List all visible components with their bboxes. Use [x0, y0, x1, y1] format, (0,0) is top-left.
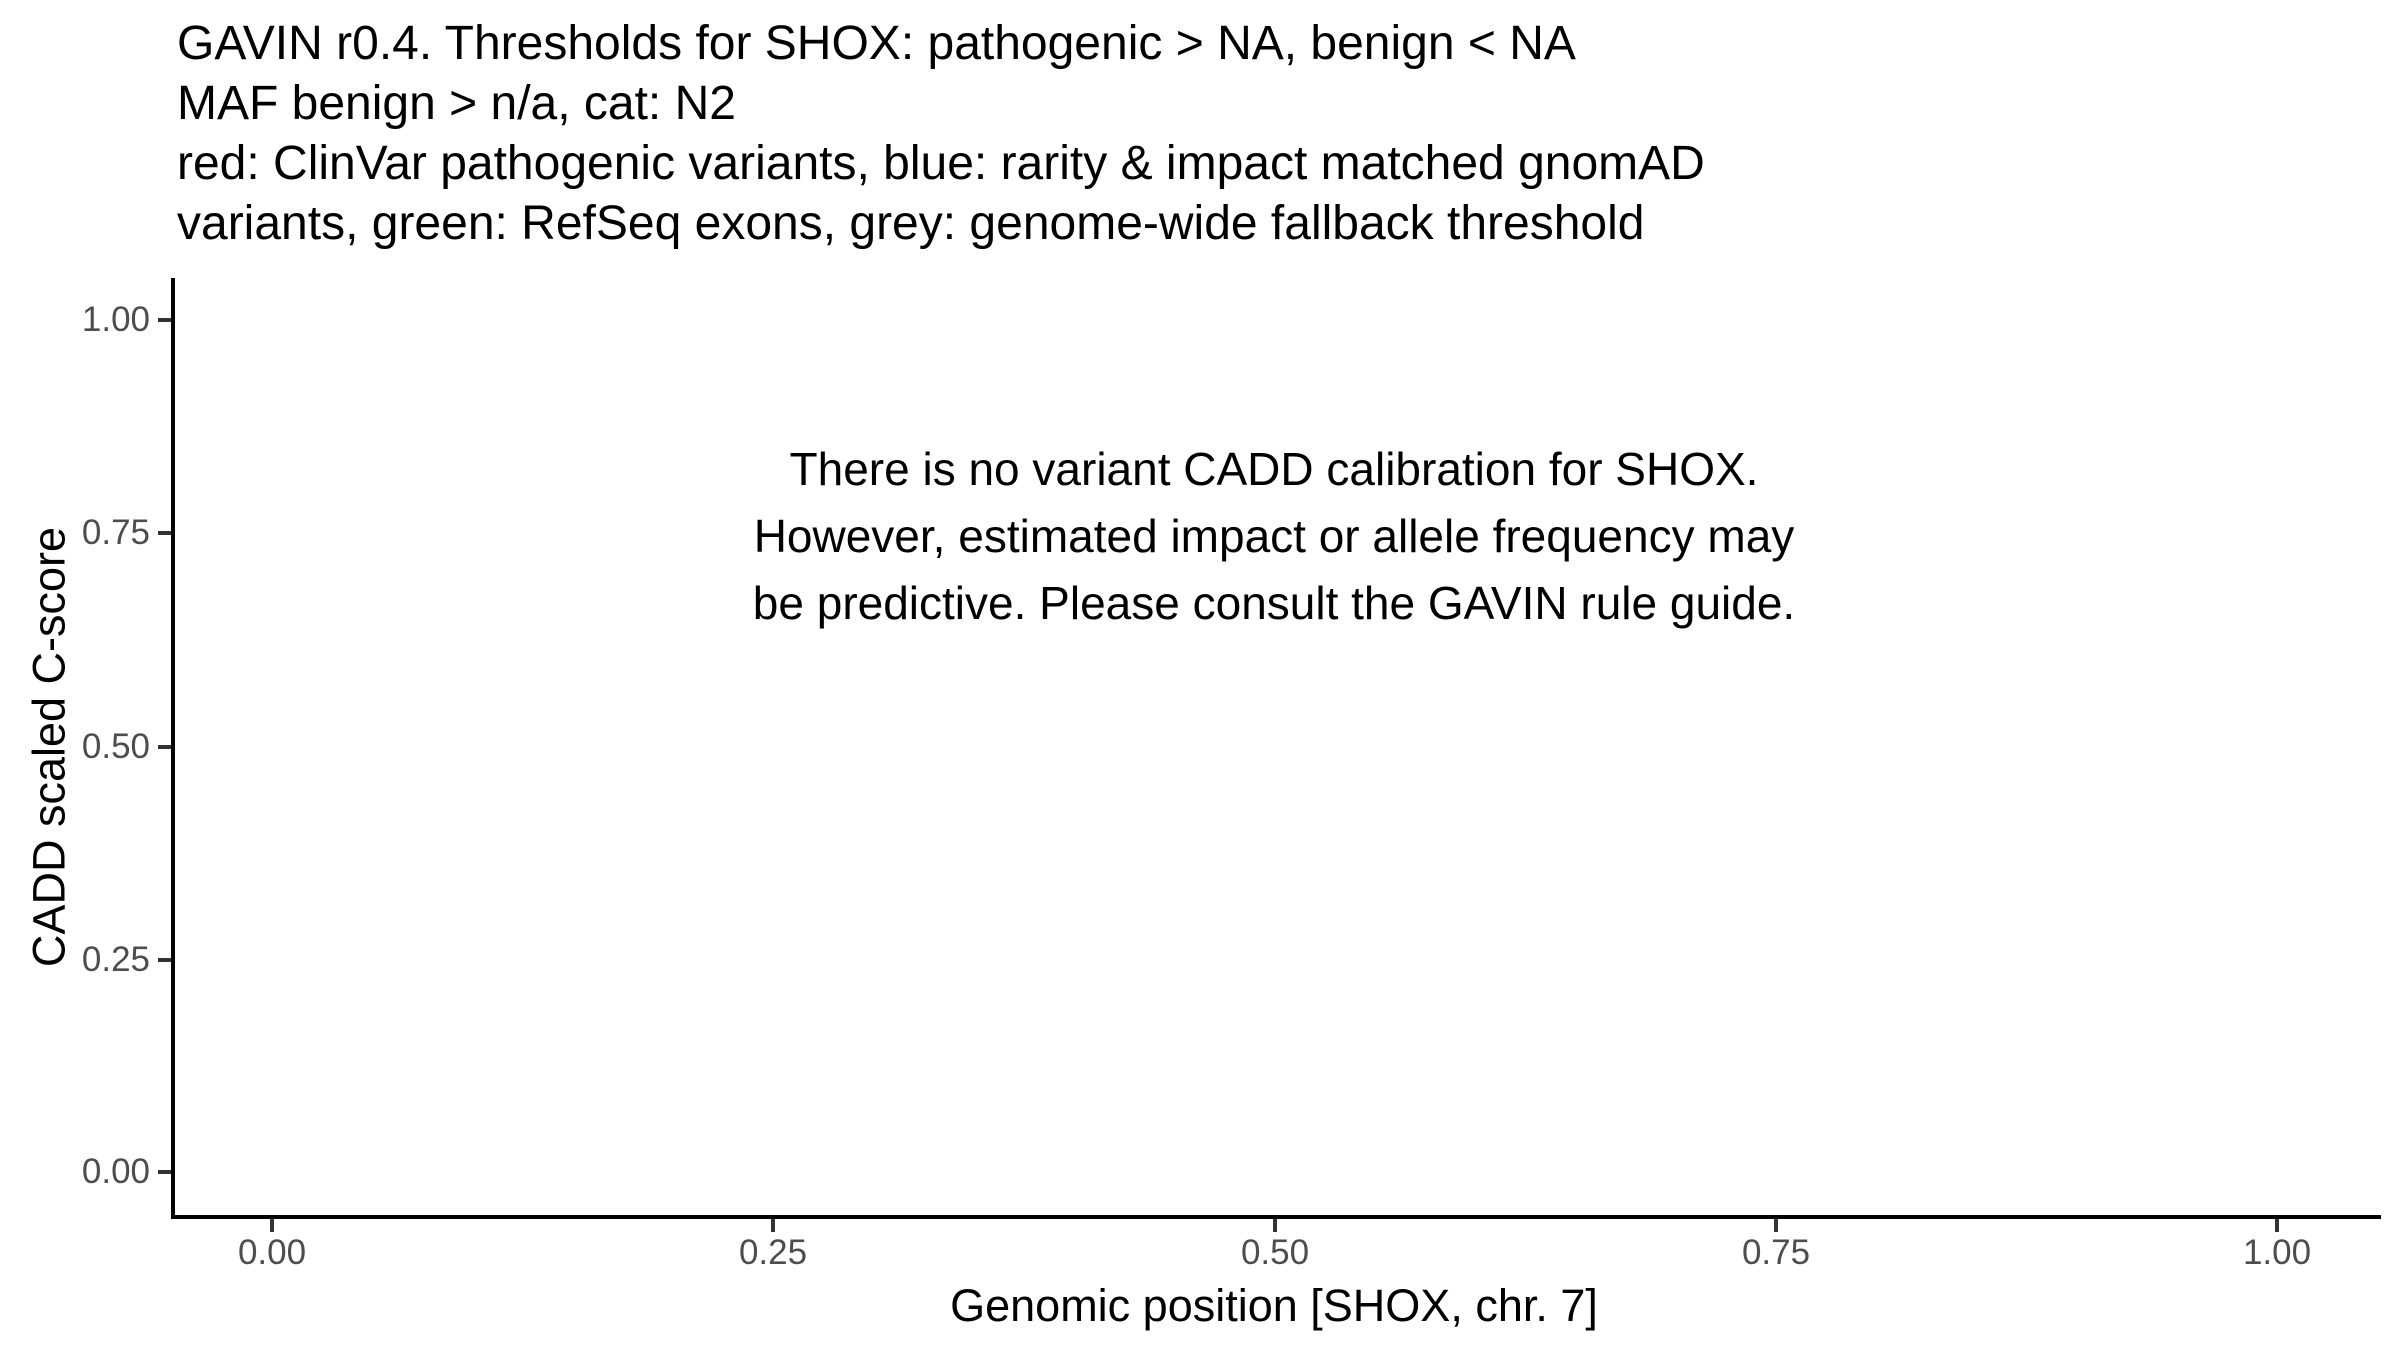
chart-title-line-2: MAF benign > n/a, cat: N2 [177, 77, 736, 130]
annotation-line-1: There is no variant CADD calibration for SHOX. [789, 443, 1759, 495]
y-tick-mark [158, 958, 171, 962]
y-tick-mark [158, 531, 171, 535]
annotation-line-2: However, estimated impact or allele frequency may [753, 510, 1795, 562]
y-axis-title: CADD scaled C-score [23, 526, 75, 968]
x-axis-title: Genomic position [SHOX, chr. 7] [950, 1280, 1598, 1331]
x-tick-mark [2275, 1219, 2279, 1232]
x-tick-label: 0.75 [1741, 1233, 1811, 1272]
annotation-line-3: be predictive. Please consult the GAVIN rule guide. [752, 577, 1796, 629]
chart-title-line-4: variants, green: RefSeq exons, grey: genome-wide fallback threshold [177, 197, 1645, 250]
y-tick-label: 0.50 [81, 727, 150, 766]
y-tick-mark [158, 1170, 171, 1174]
plot-panel [171, 278, 2381, 1219]
x-tick-mark [771, 1219, 775, 1232]
y-tick-label: 0.25 [81, 940, 150, 979]
y-tick-label: 0.00 [81, 1152, 150, 1191]
y-tick-mark [158, 745, 171, 749]
x-tick-mark [1774, 1219, 1778, 1232]
y-tick-mark [158, 318, 171, 322]
x-tick-label: 1.00 [2242, 1233, 2312, 1272]
x-tick-label: 0.25 [738, 1233, 808, 1272]
chart-title-line-1: GAVIN r0.4. Thresholds for SHOX: pathogenic > NA, benign < NA [177, 17, 1576, 70]
x-tick-label: 0.50 [1240, 1233, 1310, 1272]
x-tick-mark [1273, 1219, 1277, 1232]
y-tick-label: 1.00 [81, 300, 150, 339]
chart-title-line-3: red: ClinVar pathogenic variants, blue: rarity & impact matched gnomAD [177, 137, 1705, 190]
x-tick-mark [270, 1219, 274, 1232]
y-tick-label: 0.75 [81, 513, 150, 552]
x-tick-label: 0.00 [237, 1233, 307, 1272]
